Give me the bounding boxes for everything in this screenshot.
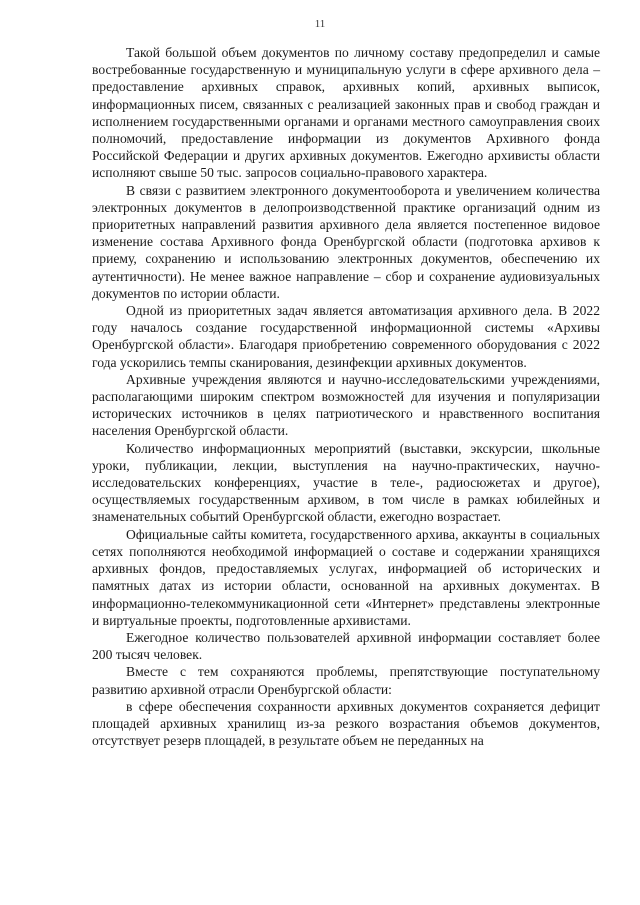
paragraph-6: Официальные сайты комитета, государственного архива, аккаунты в социальных сетях пополняются необходимой информацией о составе и содержании хранящихся архивных фондов, предоставляемых услугах, информацией об исторических и памятных датах из истории области, основанной на архивных документах. В информационно-телекоммуникационной сети «Интернет» представлены электронные и виртуальные проекты, подготовленные архивистами.: [92, 526, 600, 628]
paragraph-4: Архивные учреждения являются и научно-исследовательскими учреждениями, располагающими широким спектром возможностей для изучения и популяризации исторических источников в целях патриотического и нравственного воспитания населения Оренбургской области.: [92, 371, 600, 439]
paragraph-8: Вместе с тем сохраняются проблемы, препятствующие поступательному развитию архивной отрасли Оренбургской области:: [92, 664, 600, 697]
paragraph-5: Количество информационных мероприятий (выставки, экскурсии, школьные уроки, публикации, лекции, выступления на научно-практических, научно-исследовательских конференциях, участие в теле-, радиосюжетах и другое), осуществляемых государственным архивом, в том числе в рамках юбилейных и знаменательных событий Оренбургской области, ежегодно возрастает.: [92, 440, 600, 525]
document-body: [92, 44, 600, 749]
paragraph-2: В связи с развитием электронного документооборота и увеличением количества электронных документов в делопроизводственной практике организаций одним из приоритетных направлений развития архивного дела является постепенное видовое изменение состава Архивного фонда Оренбургской области (подготовка архивов к приему, сохранению и использованию электронных документов, обеспечению их аутентичности). Не менее важное направление – сбор и сохранение аудиовизуальных документов по истории области.: [92, 182, 600, 301]
paragraph-3: Одной из приоритетных задач является автоматизация архивного дела. В 2022 году началось создание государственной информационной системы «Архивы Оренбургской области». Благодаря приобретению современного оборудования с 2022 года ускорились темпы сканирования, дезинфекции архивных документов.: [92, 303, 600, 370]
paragraph-9: в сфере обеспечения сохранности архивных документов сохраняется дефицит площадей архивных хранилищ из-за резкого возрастания объемов документов, отсутствует резерв площадей, в результате объем не переданных на: [92, 698, 600, 749]
paragraph-7: Ежегодное количество пользователей архивной информации составляет более 200 тысяч человек.: [92, 629, 600, 663]
paragraph-1: Такой большой объем документов по личному составу предопределил и самые востребованные государственную и муниципальную услуги в сфере архивного дела – предоставление архивных справок, архивных копий, архивных выписок, информационных писем, связанных с реализацией законных прав и свобод граждан и исполнением государственными органами и органами местного самоуправления своих полномочий, предоставление информации из документов Архивного фонда Российской Федерации и других архивных документов. Ежегодно архивисты области исполняют свыше 50 тыс. запросов социально-правового характера.: [92, 45, 600, 181]
page-number: 11: [314, 18, 326, 30]
